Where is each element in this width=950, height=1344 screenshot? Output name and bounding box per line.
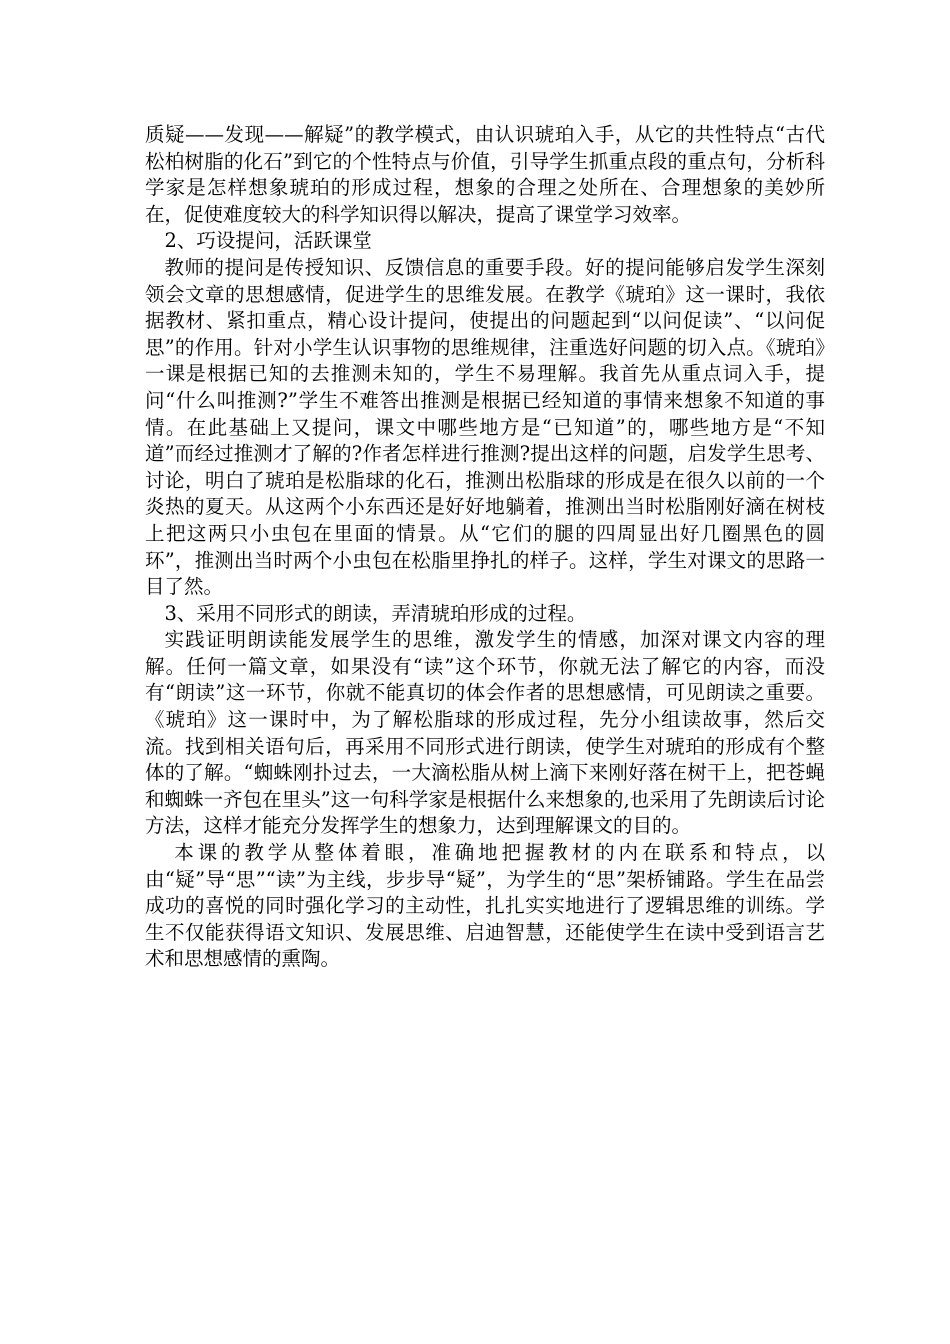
paragraph-reading-aloud: 实践证明朗读能发展学生的思维，激发学生的情感，加深对课文内容的理解。任何一篇文章，如果没有“读”这个环节，你就无法了解它的内容，而没有“朗读”这一环节，你就不能真切的体会作者的思想感情，可见朗读之重要。《琥珀》这一课时中，为了解松脂球的形成过程，先分小组读故事，然后交流。找到相关语句后，再采用不同形式进行朗读，使学生对琥珀的形成有个整体的了解。“蜘蛛刚扑过去，一大滴松脂从树上滴下来刚好落在树干上，把苍蝇和蜘蛛一齐包在里头”这一句科学家是根据什么来想象的,也采用了先朗读后讨论方法，这样才能充分发挥学生的想象力，达到理解课文的目的。 [145,628,825,838]
section-heading-2: 2、巧设提问，活跃课堂 [164,229,372,253]
paragraph-questioning: 教师的提问是传授知识、反馈信息的重要手段。好的提问能够启发学生深刻领会文章的思想感情，促进学生的思维发展。在教学《琥珀》这一课时，我依据教材、紧扣重点，精心设计提问，使提出的问题起到“以问促读”、“以问促思”的作用。针对小学生认识事物的思维规律，注重选好问题的切入点。《琥珀》一课是根据已知的去推测未知的，学生不易理解。我首先从重点词入手，提问“什么叫推测?”学生不难答出推测是根据已经知道的事情来想象不知道的事情。在此基础上又提问，课文中哪些地方是“已知道”的，哪些地方是“不知道”而经过推测才了解的?作者怎样进行推测?提出这样的问题，启发学生思考、讨论，明白了琥珀是松脂球的化石，推测出松脂球的形成是在很久以前的一个炎热的夏天。从这两个小东西还是好好地躺着，推测出当时松脂刚好滴在树枝上把这两只小虫包在里面的情景。从“它们的腿的四周显出好几圈黑色的圆环”，推测出当时两个小虫包在松脂里挣扎的样子。这样，学生对课文的思路一目了然。 [145,255,825,599]
paragraph-conclusion: 本课的教学从整体着眼，准确地把握教材的内在联系和特点，以由“疑”导“思”“读”为主线，步步导“疑”，为学生的“思”架桥铺路。学生在品尝成功的喜悦的同时强化学习的主动性，扎扎实实地进行了逻辑思维的训练。学生不仅能获得语文知识、发展思维、启迪智慧，还能使学生在读中受到语言艺术和思想感情的熏陶。 [145,841,825,971]
document-body [145,122,825,973]
paragraph-intro-continuation: 质疑——发现——解疑”的教学模式，由认识琥珀入手，从它的共性特点“古代松柏树脂的化石”到它的个性特点与价值，引导学生抓重点段的重点句，分析科学家是怎样想象琥珀的形成过程，想象的合理之处所在、合理想象的美妙所在，促使难度较大的科学知识得以解决，提高了课堂学习效率。 [145,123,825,226]
section-heading-3: 3、采用不同形式的朗读，弄清琥珀形成的过程。 [164,601,587,625]
